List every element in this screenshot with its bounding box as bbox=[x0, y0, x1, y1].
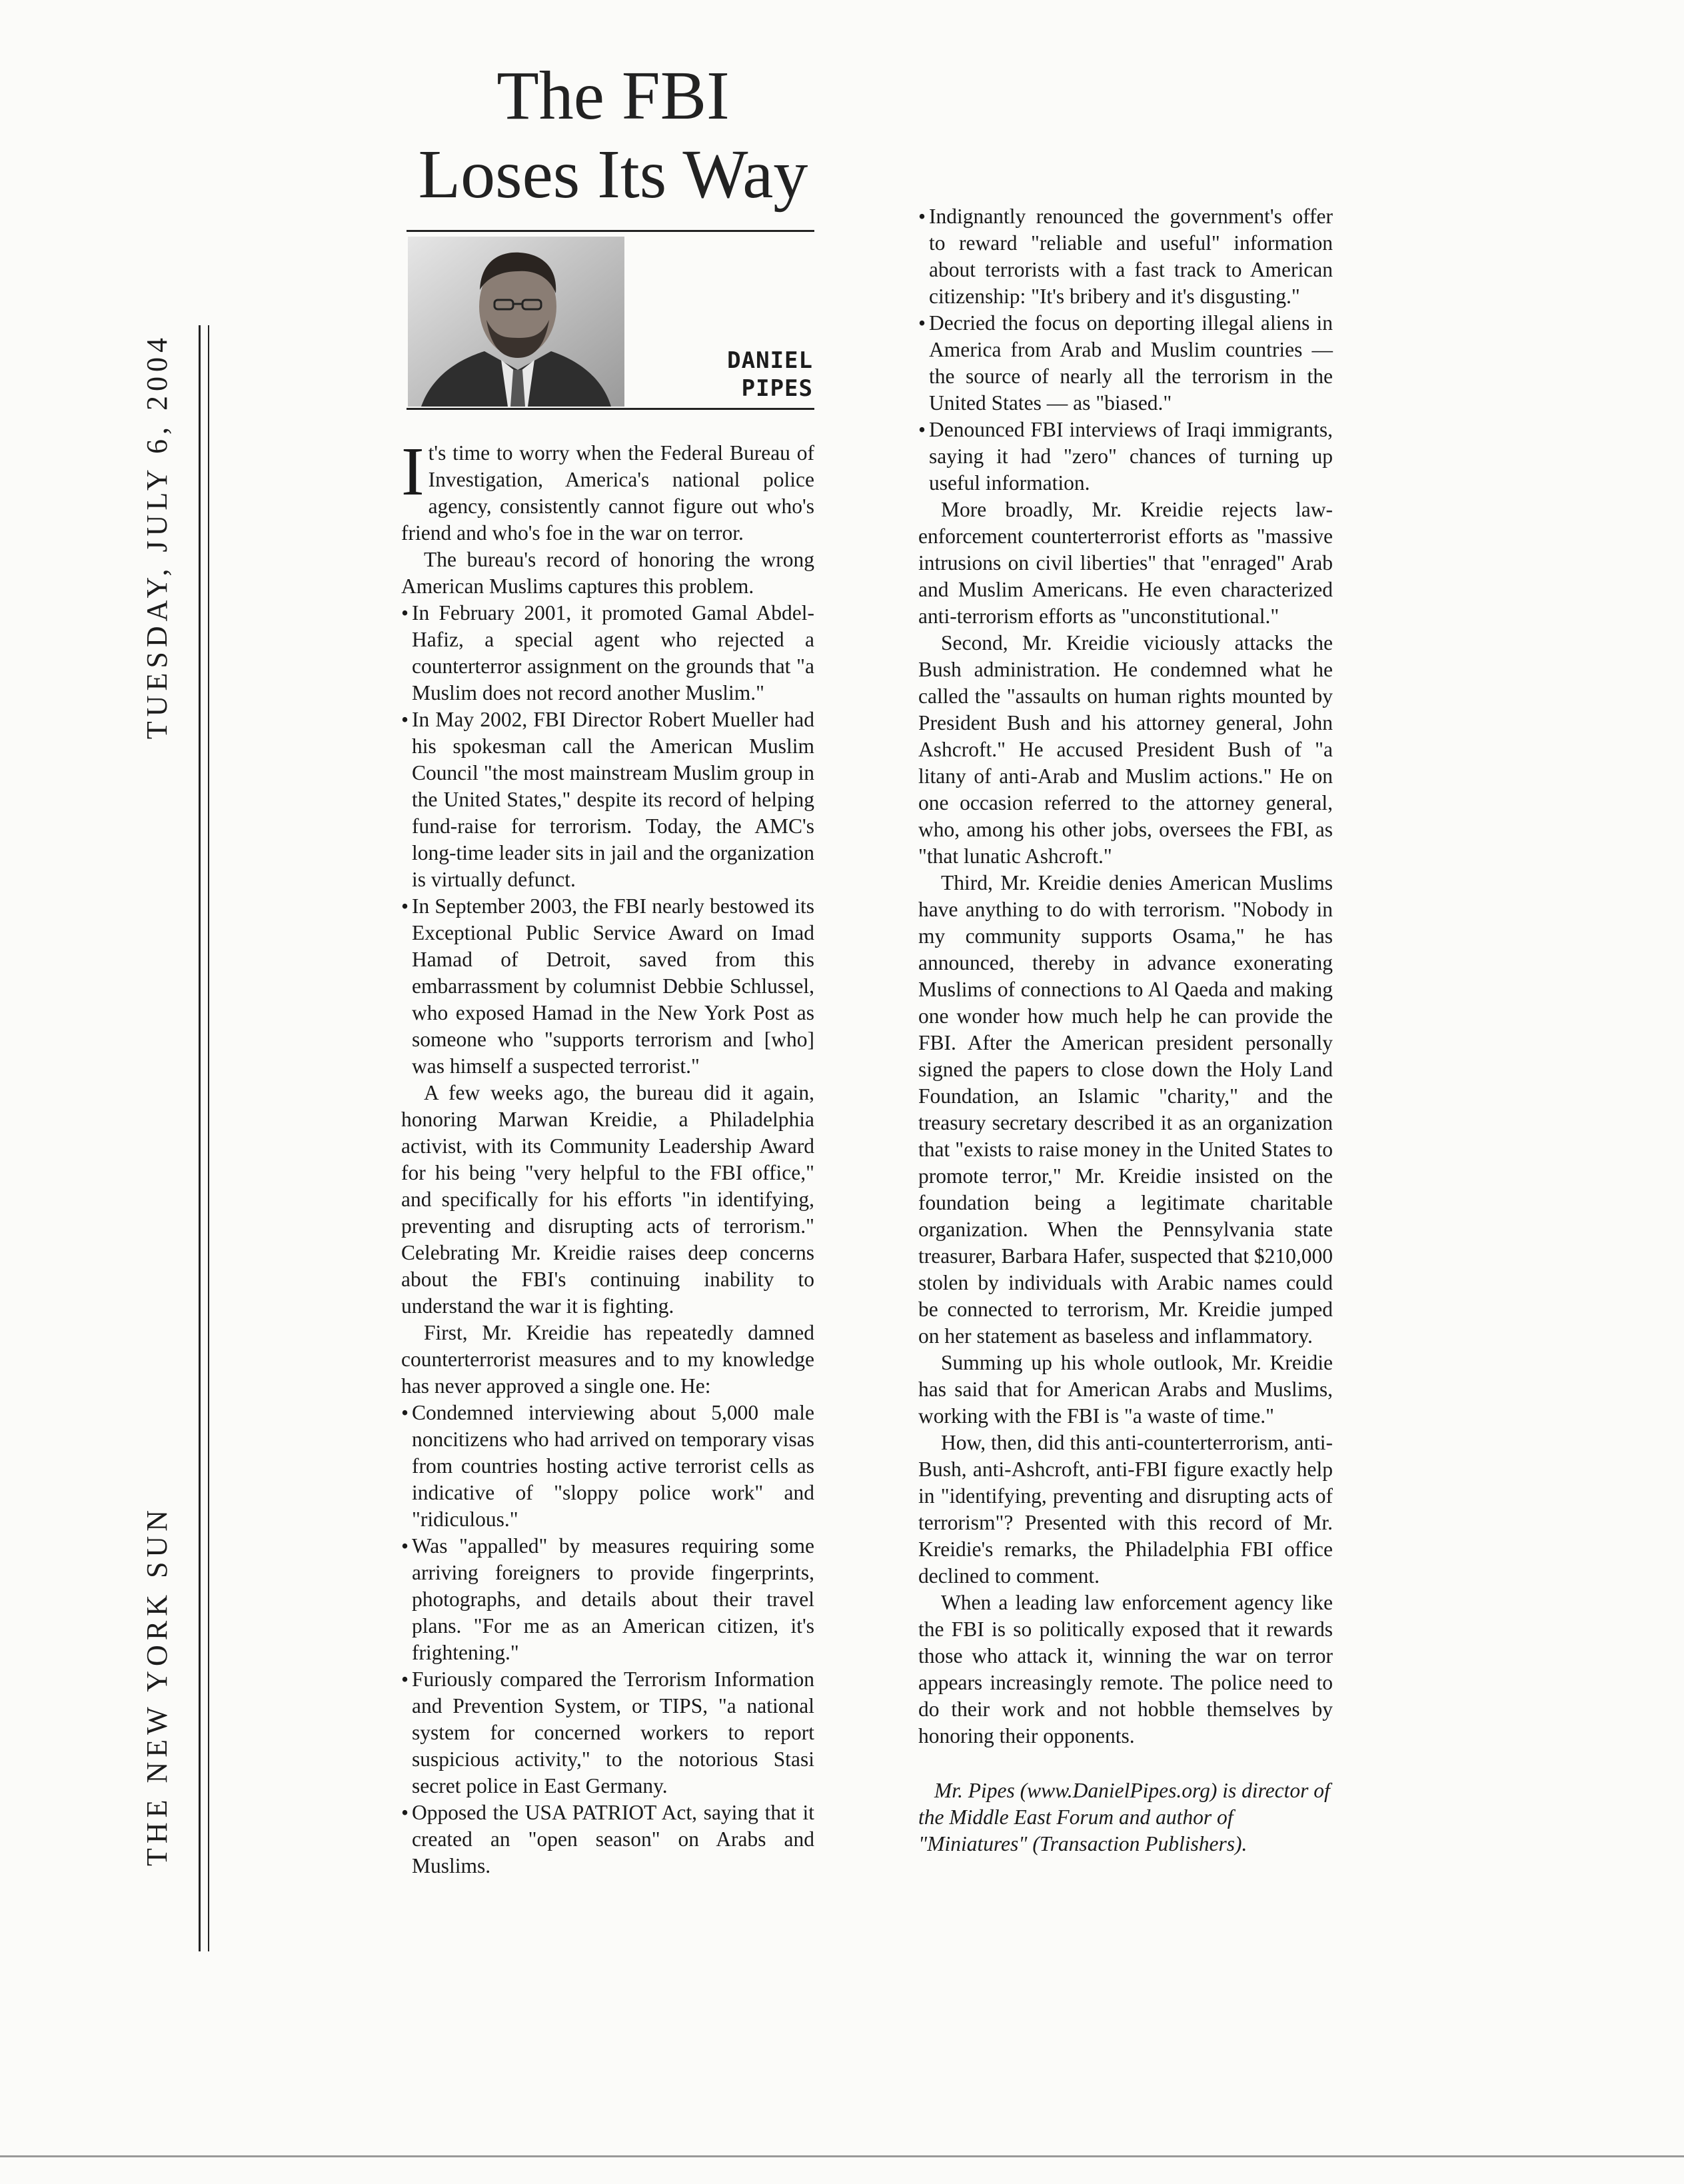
author-byline bbox=[727, 347, 813, 403]
article-column-1 bbox=[401, 433, 814, 1879]
author-tagline: Mr. Pipes (www.DanielPipes.org) is director of the Middle East Forum and author of "Miniatures" (Transaction Publishers). bbox=[918, 1779, 1330, 1855]
photo-rule bbox=[407, 408, 814, 410]
bullet-list-honors bbox=[401, 600, 814, 1080]
publication-date: TUESDAY, JULY 6, 2004 bbox=[141, 333, 173, 740]
spacer bbox=[918, 1749, 1333, 1777]
list-item: • Indignantly renounced the government's offer to reward "reliable and useful" information about terrorists with a fast track to American citizenship: "It's bribery and it's disgusting." bbox=[918, 203, 1333, 310]
paragraph: More broadly, Mr. Kreidie rejects law-enforcement counterterrorist efforts as "massive intrusions on civil liberties" that "enraged" Arab and Muslim Americans. He even characterized anti-terrorism efforts as "unconstitutional." bbox=[918, 498, 1333, 628]
list-item: • Denounced FBI interviews of Iraqi immigrants, saying it had "zero" chances of turning up useful information. bbox=[918, 417, 1333, 497]
bullet-list-kreidie bbox=[401, 1400, 814, 1879]
bullet-list-kreidie-continued bbox=[918, 203, 1333, 497]
list-item: • In September 2003, the FBI nearly bestowed its Exceptional Public Service Award on Imad Hamad of Detroit, saved from this embarrassment by columnist Debbie Schlussel, who exposed Hamad in the New York Post as someone who "supports terrorism and [who] was himself a suspected terrorist." bbox=[401, 893, 814, 1080]
list-item: • In May 2002, FBI Director Robert Mueller had his spokesman call the American Muslim Council "the most mainstream Muslim group in the United States," despite its record of helping fund-raise for terrorism. Today, the AMC's long-time leader sits in jail and the organization is virtually defunct. bbox=[401, 706, 814, 893]
paragraph: The bureau's record of honoring the wrong American Muslims captures this problem. bbox=[401, 548, 814, 598]
list-item: • Decried the focus on deporting illegal aliens in America from Arab and Muslim countries — the source of nearly all the terrorism in the United States — as "biased." bbox=[918, 310, 1333, 417]
lead-text: t's time to worry when the Federal Bureau of Investigation, America's national police agency, consistently cannot figure out who's friend and who's foe in the war on terror. bbox=[401, 441, 814, 545]
author-last-name: PIPES bbox=[741, 375, 813, 402]
author-first-name: DANIEL bbox=[727, 347, 813, 374]
list-item: • Furiously compared the Terrorism Information and Prevention System, or TIPS, "a national system for concerned workers to report suspicious activity," to the notorious Stasi secret police in East Germany. bbox=[401, 1666, 814, 1799]
drop-cap: I bbox=[401, 433, 424, 510]
article-column-2 bbox=[918, 203, 1333, 1857]
title-line-1: The FBI bbox=[496, 57, 730, 134]
list-item: • In February 2001, it promoted Gamal Abdel-Hafiz, a special agent who rejected a counterterror assignment on the grounds that "a Muslim does not record another Muslim." bbox=[401, 600, 814, 706]
paragraph: Second, Mr. Kreidie viciously attacks the Bush administration. He condemned what he called the "assaults on human rights mounted by President Bush and his attorney general, John Ashcroft." He accused President Bush of "a litany of anti-Arab and Muslim actions." He on one occasion referred to the attorney general, who, among his other jobs, oversees the FBI, as "that lunatic Ashcroft." bbox=[918, 631, 1333, 868]
vertical-rule bbox=[199, 325, 209, 1951]
list-item: • Condemned interviewing about 5,000 male noncitizens who had arrived on temporary visas from countries hosting active terrorist cells as indicative of "sloppy police work" and "ridiculous." bbox=[401, 1400, 814, 1533]
paragraph: Summing up his whole outlook, Mr. Kreidie has said that for American Arabs and Muslims, working with the FBI is "a waste of time." bbox=[918, 1351, 1333, 1428]
paragraph: Third, Mr. Kreidie denies American Muslims have anything to do with terrorism. "Nobody in my community supports Osama," he has announced, thereby in advance exonerating Muslims of connections to Al Qaeda and making one wonder how much help he can provide the FBI. After the American president personally signed the papers to close down the Holy Land Foundation, an Islamic "charity," and the treasury secretary described it as an organization that "exists to raise money in the United States to promote terror," Mr. Kreidie insisted on the foundation being a legitimate charitable organization. When the Pennsylvania state treasurer, Barbara Hafer, suspected that $210,000 stolen by individuals with Arabic names could be connected to terrorism, Mr. Kreidie jumped on her statement as baseless and inflammatory. bbox=[918, 871, 1333, 1348]
title-rule bbox=[407, 230, 814, 232]
article-title bbox=[400, 57, 826, 214]
publication-name: THE NEW YORK SUN bbox=[141, 1506, 173, 1866]
paragraph: First, Mr. Kreidie has repeatedly damned counterterrorist measures and to my knowledge has never approved a single one. He: bbox=[401, 1321, 814, 1398]
author-portrait-icon bbox=[408, 237, 624, 407]
list-item: • Was "appalled" by measures requiring some arriving foreigners to provide fingerprints, photographs, and details about their travel plans. "For me as an American citizen, it's frightening." bbox=[401, 1533, 814, 1666]
title-line-2: Loses Its Way bbox=[418, 136, 808, 213]
paragraph: How, then, did this anti-counterterrorism, anti-Bush, anti-Ashcroft, anti-FBI figure exactly help in "identifying, preventing and disrupting acts of terrorism"? Presented with this record of Mr. Kreidie's remarks, the Philadelphia FBI office declined to comment. bbox=[918, 1431, 1333, 1588]
paragraph: A few weeks ago, the bureau did it again, honoring Marwan Kreidie, a Philadelphia activist, with its Community Leadership Award for his being "very helpful to the FBI office," and specifically for his efforts "in identifying, preventing and disrupting acts of terrorism." Celebrating Mr. Kreidie raises deep concerns about the FBI's continuing inability to understand the war it is fighting. bbox=[401, 1081, 814, 1318]
paragraph: When a leading law enforcement agency like the FBI is so politically exposed that it rewards those who attack it, winning the war on terror appears increasingly remote. The police need to do their work and not hobble themselves by honoring their opponents. bbox=[918, 1591, 1333, 1747]
bottom-rule bbox=[0, 2155, 1684, 2157]
lead-paragraph bbox=[401, 433, 814, 546]
list-item: • Opposed the USA PATRIOT Act, saying that it created an "open season" on Arabs and Muslims. bbox=[401, 1799, 814, 1879]
dateline bbox=[140, 333, 174, 1866]
